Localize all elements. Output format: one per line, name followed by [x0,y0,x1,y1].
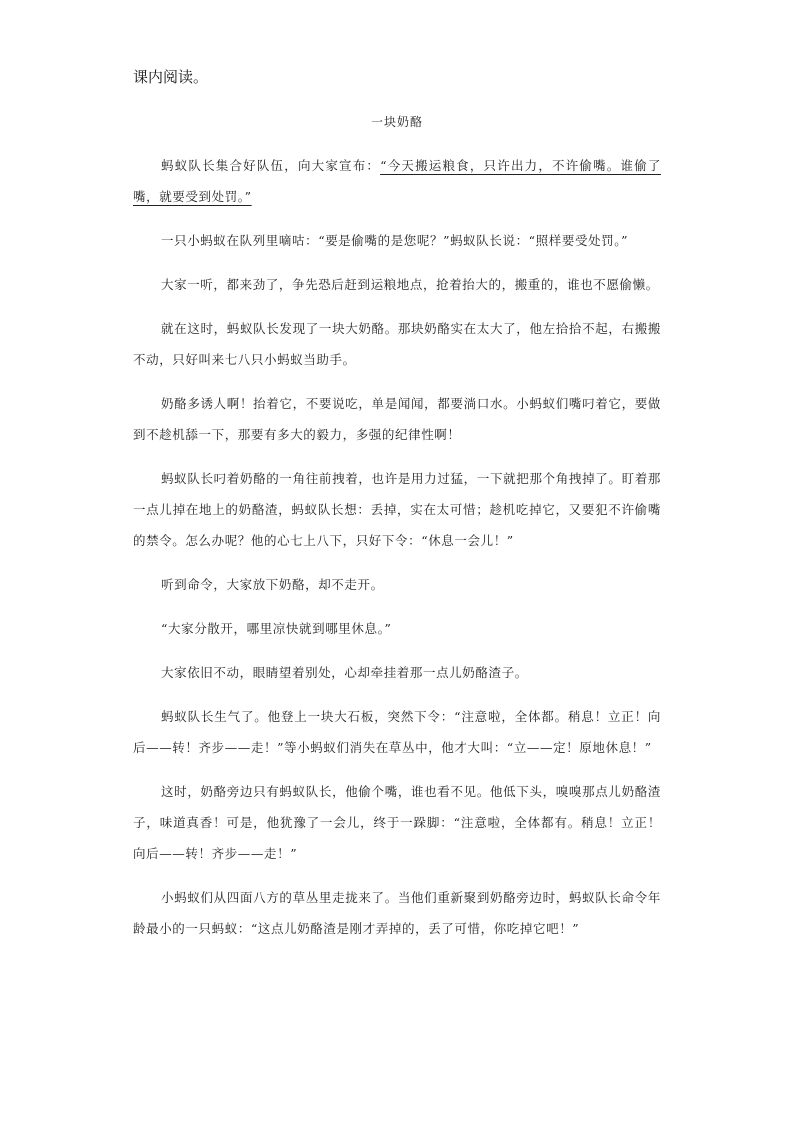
paragraph: “大家分散开，哪里凉快就到哪里休息。” [161,621,392,636]
paragraph: 就在这时，蚂蚁队长发现了一块大奶酪。那块奶酪实在太大了，他左拾拾不起，右搬搬不动，只好叫来七八只小蚂蚁当助手。 [133,321,661,367]
paragraph: 这时，奶酪旁边只有蚂蚁队长，他偷个嘴，谁也看不见。他低下头，嗅嗅那点儿奶酪渣子，味道真香！可是，他犹豫了一会儿，终于一跺脚：“注意啦，全体都有。稍息！立正！向后——转！齐步——走！” [133,784,661,861]
paragraph-text: 蚂蚁队长集合好队伍，向大家宣布： [161,158,381,173]
story-title: 一块奶酪 [370,115,423,129]
paragraph [133,150,661,212]
paragraph: 大家一听，都来劲了，争先恐后赶到运粮地点，抢着抬大的，搬重的，谁也不愿偷懒。 [161,277,659,292]
paragraph: 蚂蚁队长叼着奶酪的一角往前拽着，也许是用力过猛，一下就把那个角拽掉了。盯着那一点儿掉在地上的奶酪渣，蚂蚁队长想：丢掉，实在太可惜；趁机吃掉它，又要犯不许偷嘴的禁令。怎么办呢？他的心七上八下，只好下令：“休息一会儿！” [133,471,661,548]
paragraph: 蚂蚁队长生气了。他登上一块大石板，突然下令：“注意啦，全体都。稍息！立正！向后——转！齐步——走！”等小蚂蚁们消失在草丛中，他才大叫：“立——定！原地休息！” [133,709,661,755]
paragraph: 奶酪多诱人啊！抬着它，不要说吃，单是闻闻，都要淌口水。小蚂蚁们嘴叼着它，要做到不趁机舔一下，那要有多大的毅力，多强的纪律性啊！ [133,396,661,442]
section-heading: 课内阅读。 [133,68,209,86]
underlined-sentence: “今天搬运粮食，只许出力，不许偷嘴。谁偷了嘴，就要受到处罚。” [133,158,661,204]
story-body [133,150,661,957]
paragraph: 大家依旧不动，眼睛望着别处，心却牵挂着那一点儿奶酪渣子。 [161,665,528,680]
paragraph: 小蚂蚁们从四面八方的草丛里走拢来了。当他们重新聚到奶酪旁边时，蚂蚁队长命令年龄最小的一只蚂蚁：“这点儿奶酪渣是刚才弄掉的，丢了可惜，你吃掉它吧！” [133,890,661,936]
paragraph: 听到命令，大家放下奶酪，却不走开。 [161,577,384,592]
paragraph: 一只小蚂蚁在队列里嘀咕：“要是偷嘴的是您呢？”蚂蚁队长说：“照样要受处罚。” [161,233,629,248]
